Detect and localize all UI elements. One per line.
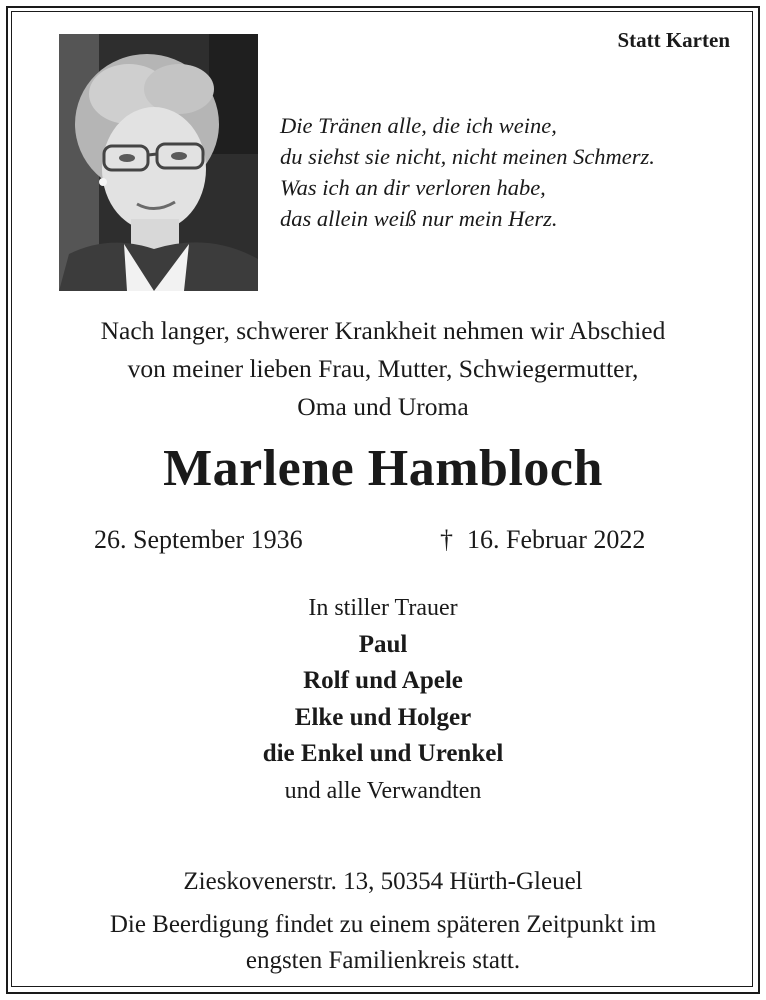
funeral-line: engsten Familienkreis statt. bbox=[245, 947, 521, 974]
portrait-photo bbox=[59, 34, 258, 291]
mourners-intro: In stiller Trauer bbox=[308, 595, 458, 621]
statt-karten-note: Statt Karten bbox=[617, 28, 730, 52]
intro-line: Oma und Uroma bbox=[297, 392, 469, 421]
mourner-name: die Enkel und Urenkel bbox=[262, 740, 504, 767]
funeral-line: Die Beerdigung findet zu einem späteren Zeitpunkt im bbox=[109, 911, 657, 938]
address: Zieskovenerstr. 13, 50354 Hürth-Gleuel bbox=[183, 868, 583, 895]
poem bbox=[280, 110, 655, 234]
death-date-line bbox=[440, 525, 645, 555]
death-date: 16. Februar 2022 bbox=[467, 525, 646, 554]
mourner-name: Paul bbox=[358, 630, 408, 658]
cross-icon: † bbox=[440, 525, 453, 554]
mourner-name: Elke und Holger bbox=[294, 703, 472, 731]
farewell-intro bbox=[0, 312, 766, 426]
deceased-name: Marlene Hambloch bbox=[163, 440, 603, 497]
mourner-name: Rolf und Apele bbox=[303, 667, 463, 694]
mourners-block bbox=[0, 590, 766, 809]
portrait-image bbox=[59, 34, 258, 291]
mourners-closing: und alle Verwandten bbox=[284, 777, 482, 804]
intro-line: von meiner lieben Frau, Mutter, Schwiegermutter, bbox=[127, 354, 639, 383]
funeral-note bbox=[0, 907, 766, 979]
intro-line: Nach langer, schwerer Krankheit nehmen wir Abschied bbox=[100, 316, 666, 345]
poem-line: das allein weiß nur mein Herz. bbox=[280, 206, 558, 231]
poem-line: du siehst sie nicht, nicht meinen Schmerz. bbox=[280, 144, 655, 169]
poem-line: Was ich an dir verloren habe, bbox=[280, 175, 546, 200]
birth-date: 26. September 1936 bbox=[94, 525, 303, 554]
poem-line: Die Tränen alle, die ich weine, bbox=[280, 113, 557, 138]
